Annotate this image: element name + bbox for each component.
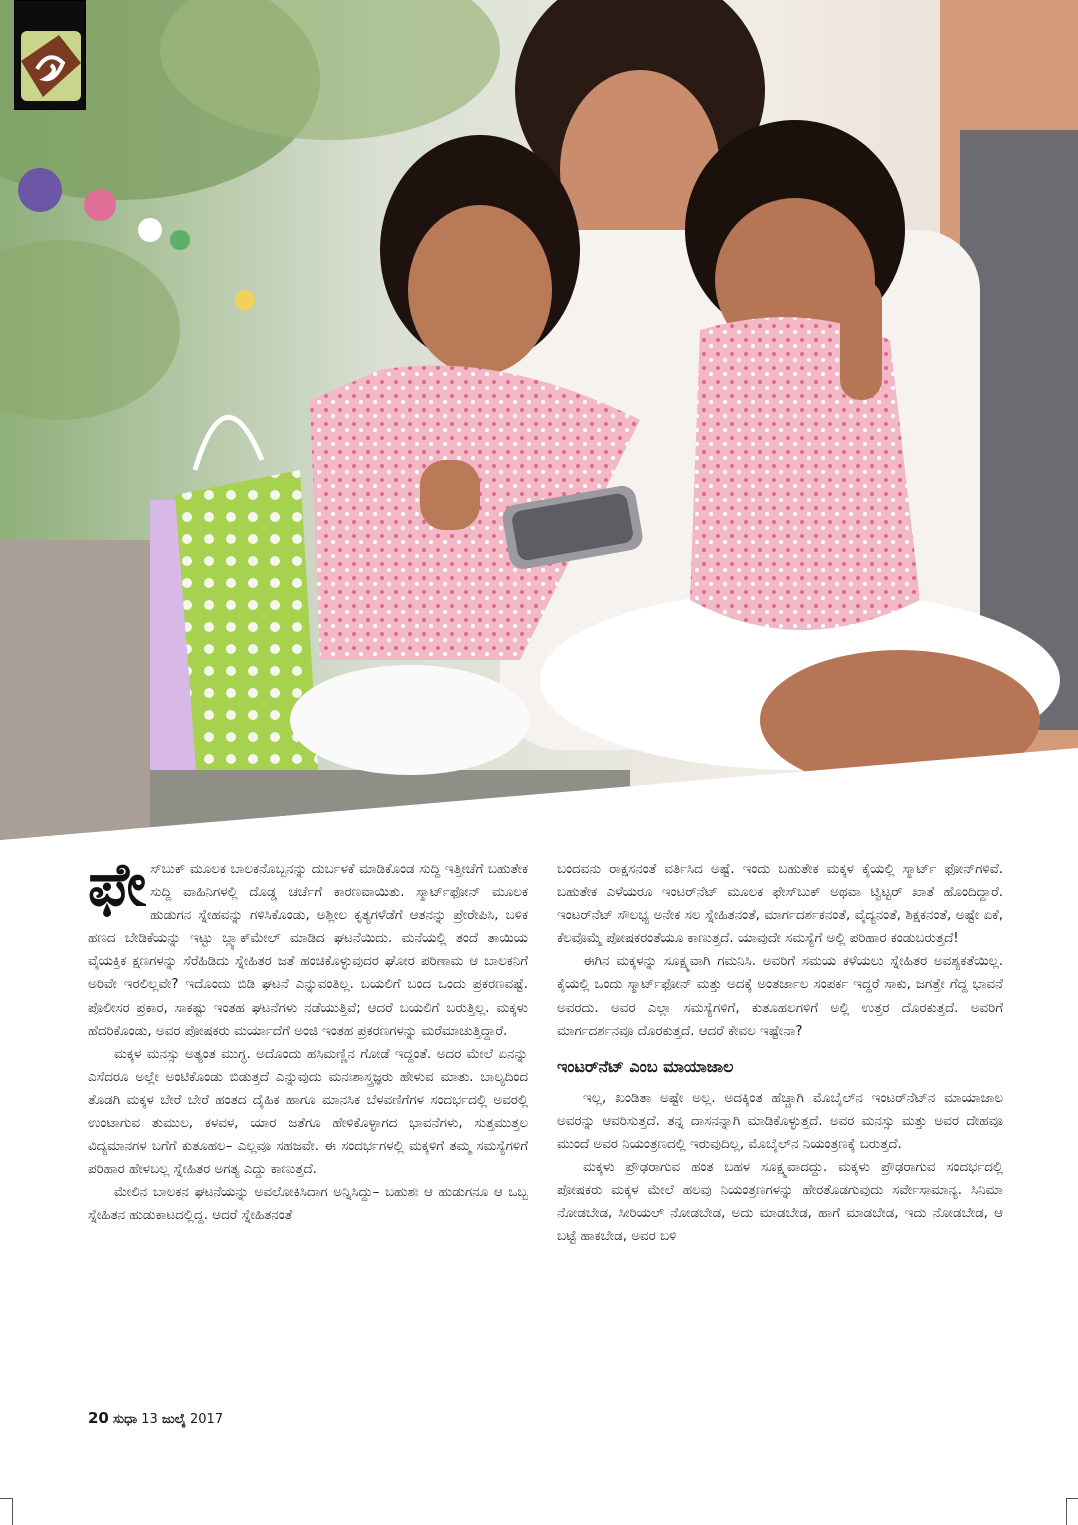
page-folio <box>88 1408 223 1430</box>
article-paragraph: ಮೇಲಿನ ಬಾಲಕನ ಘಟನೆಯನ್ನು ಅವಲೋಕಿಸಿದಾಗ ಅನ್ನಿಸಿದ್ದು– ಬಹುಶಃ ಆ ಹುಡುಗನೂ ಆ ಒಬ್ಬ ಸ್ನೇಹಿತನ ಹುಡುಕಾಟದಲ್ಲಿದ್ದ. ಆದರೆ ಸ್ನೇಹಿತನಂತೆ <box>88 1185 528 1224</box>
page-number: 20 <box>88 1409 109 1427</box>
drop-cap: ಫೇ <box>88 850 147 920</box>
section-subheading: ಇಂಟರ್‌ನೆಟ್ ಎಂಬ ಮಾಯಾಜಾಲ <box>557 1056 734 1076</box>
issue-year: 2017 <box>190 1412 224 1427</box>
issue-month: ಜುಲೈ <box>161 1412 186 1427</box>
crop-mark <box>12 1498 13 1525</box>
article-paragraph <box>88 850 528 1043</box>
issue-day: 13 <box>141 1412 158 1427</box>
article-paragraph: ಈಗಿನ ಮಕ್ಕಳನ್ನು ಸೂಕ್ಷ್ಮವಾಗಿ ಗಮನಿಸಿ. ಅವರಿಗೆ ಸಮಯ ಕಳೆಯಲು ಸ್ನೇಹಿತರ ಅವಶ್ಯಕತೆಯಿಲ್ಲ. ಕೈಯಲ್ಲಿ ಒಂದು ಸ್ಮಾರ್ಟ್‌ಫೋನ್ ಮತ್ತು ಅದಕ್ಕೆ ಅಂತರ್ಜಾಲ ಸಂಪರ್ಕ ಇದ್ದರೆ ಸಾಕು, ಜಗತ್ತೇ ಗೆದ್ದ ಭಾವನೆ ಅವರದು. ಅವರ ಎಲ್ಲಾ ಸಮಸ್ಯೆಗಳಿಗೆ, ಕುತೂಹಲಗಳಿಗೆ ಅಲ್ಲಿ ಉತ್ತರ ದೊರಕುತ್ತದೆ. ಅವರಿಗೆ ಮಾರ್ಗದರ್ಶನವೂ ದೊರಕುತ್ತದೆ. ಆದರೆ ಕೇವಲ ಇಷ್ಟೇನಾ? <box>557 954 1003 1039</box>
paragraph-text: ಸ್‌ಬುಕ್ ಮೂಲಕ ಬಾಲಕನೊಬ್ಬನನ್ನು ದುರ್ಬಳಕೆ ಮಾಡಿಕೊಂಡ ಸುದ್ದಿ ಇತ್ತೀಚೆಗೆ ಬಹುತೇಕ ಸುದ್ದಿ ವಾಹಿನಿಗಳಲ್ಲಿ ದೊಡ್ಡ ಚರ್ಚೆಗೆ ಕಾರಣವಾಯಿತು. ಸ್ಮಾರ್ಟ್‌ಫೋನ್ ಮೂಲಕ ಹುಡುಗನ ಸ್ನೇಹವನ್ನು ಗಳಿಸಿಕೊಂಡು, ಅಶ್ಲೀಲ ಕೃತ್ಯಗಳೆಡೆಗೆ ಆತನನ್ನು ಪ್ರೇರೇಪಿಸಿ, ಬಳಿಕ ಹಣದ ಬೇಡಿಕೆಯನ್ನು ಇಟ್ಟು ಬ್ಲ್ಯಾಕ್‌ಮೇಲ್ ಮಾಡಿದ ಘಟನೆಯಿದು. ಮನೆಯಲ್ಲಿ ತಂದೆ ತಾಯಿಯ ವೈಯಕ್ತಿಕ ಕ್ಷಣಗಳನ್ನು ಸೆರೆಹಿಡಿದು ಸ್ನೇಹಿತರ ಜತೆ ಹಂಚಿಕೊಳ್ಳುವುದರ ಘೋರ ಪರಿಣಾಮ ಆ ಬಾಲಕನಿಗೆ ಅರಿವೇ ಇರಲಿಲ್ಲವೇ? ಇದೊಂದು ಬಿಡಿ ಘಟನೆ ಎನ್ನುವಂತಿಲ್ಲ. ಬಯಲಿಗೆ ಬಂದ ಒಂದು ಪ್ರಕರಣವಷ್ಟೆ. ಪೊಲೀಸರ ಪ್ರಕಾರ, ಸಾಕಷ್ಟು ಇಂತಹ ಘಟನೆಗಳು ನಡೆಯುತ್ತಿವೆ; ಆದರೆ ಬಯಲಿಗೆ ಬರುತ್ತಿಲ್ಲ. ಮಕ್ಕಳು ಹೆದರಿಕೊಂಡು, ಅವರ ಪೋಷಕರು ಮರ್ಯಾದೆಗೆ ಅಂಜಿ ಇಂತಹ ಪ್ರಕರಣಗಳನ್ನು ಮರೆಮಾಚುತ್ತಿದ್ದಾರೆ. <box>88 862 528 1039</box>
article-column-left <box>88 850 528 1228</box>
crop-mark <box>1066 1498 1078 1499</box>
crop-mark <box>1066 1498 1067 1525</box>
article-paragraph: ಮಕ್ಕಳು ಪ್ರೌಢರಾಗುವ ಹಂತ ಬಹಳ ಸೂಕ್ಷ್ಮವಾದದ್ದು. ಮಕ್ಕಳು ಪ್ರೌಢರಾಗುವ ಸಂದರ್ಭದಲ್ಲಿ ಪೋಷಕರು ಮಕ್ಕಳ ಮೇಲೆ ಹಲವು ನಿಯಂತ್ರಣಗಳನ್ನು ಹೇರತೊಡಗುವುದು ಸರ್ವೇಸಾಮಾನ್ಯ. ಸಿನಿಮಾ ನೋಡಬೇಡ, ಸೀರಿಯಲ್ ನೋಡಬೇಡ, ಅದು ಮಾಡಬೇಡ, ಹಾಗೆ ಮಾಡಬೇಡ, ಇದು ನೋಡಬೇಡ, ಆ ಬಟ್ಟೆ ಹಾಕಬೇಡ, ಅವರ ಬಳಿ <box>557 1160 1003 1245</box>
article-column-right <box>557 858 1003 1248</box>
article-paragraph: ಬಂದವನು ರಾಕ್ಷಸನಂತೆ ವರ್ತಿಸಿದ ಅಷ್ಟೆ. ಇಂದು ಬಹುತೇಕ ಮಕ್ಕಳ ಕೈಯಲ್ಲಿ ಸ್ಮಾರ್ಟ್ ಫೋನ್‌ಗಳಿವೆ. ಬಹುತೇಕ ಎಳೆಯರೂ ಇಂಟರ್‌ನೆಟ್ ಮೂಲಕ ಫೇಸ್‌ಬುಕ್ ಅಥವಾ ಟ್ವಿಟ್ಟರ್ ಖಾತೆ ಹೊಂದಿದ್ದಾರೆ. ಇಂಟರ್‌ನೆಟ್ ಸೌಲಭ್ಯ ಅನೇಕ ಸಲ ಸ್ನೇಹಿತನಂತೆ, ಮಾರ್ಗದರ್ಶಕನಂತೆ, ವೈದ್ಯನಂತೆ, ಶಿಕ್ಷಕನಂತೆ, ಅಷ್ಟೇ ಏಕೆ, ಕೆಲವೊಮ್ಮೆ ಪೋಷಕರಂತೆಯೂ ಕಾಣುತ್ತದೆ. ಯಾವುದೇ ಸಮಸ್ಯೆಗೆ ಅಲ್ಲಿ ಪರಿಹಾರ ಕಂಡುಬರುತ್ತದೆ! <box>557 862 1003 947</box>
crop-mark <box>0 1498 12 1499</box>
magazine-name: ಸುಧಾ <box>113 1412 138 1427</box>
magazine-logo <box>14 0 86 110</box>
article-paragraph: ಮಕ್ಕಳ ಮನಸ್ಸು ಅತ್ಯಂತ ಮುಗ್ಧ. ಅದೊಂದು ಹಸಿಮಣ್ಣಿನ ಗೋಡೆ ಇದ್ದಂತೆ. ಅದರ ಮೇಲೆ ಏನನ್ನು ಎಸೆದರೂ ಅಲ್ಲೇ ಅಂಟಿಕೊಂಡು ಬಿಡುತ್ತದೆ ಎನ್ನುವುದು ಮನಃಶಾಸ್ತ್ರಜ್ಞರು ಹೇಳುವ ಮಾತು. ಬಾಲ್ಯದಿಂದ ತೊಡಗಿ ಮಕ್ಕಳ ಬೇರೆ ಬೇರೆ ಹಂತದ ದೈಹಿಕ ಹಾಗೂ ಮಾನಸಿಕ ಬೆಳವಣಿಗೆಗಳ ಸಂದರ್ಭದಲ್ಲಿ ಅವರಲ್ಲಿ ಉಂಟಾಗುವ ತುಮುಲ, ಕಳವಳ, ಯಾರ ಜತೆಗೂ ಹೇಳಿಕೊಳ್ಳಾಗದ ಭಾವನೆಗಳು, ಸುತ್ತಮುತ್ತಲ ವಿದ್ಯಮಾನಗಳ ಬಗೆಗೆ ಕುತೂಹಲ– ಎಲ್ಲವೂ ಸಹಜವೇ. ಈ ಸಂದರ್ಭಗಳಲ್ಲಿ ಮಕ್ಕಳಿಗೆ ತಮ್ಮ ಸಮಸ್ಯೆಗಳಿಗೆ ಪರಿಹಾರ ಹೇಳಬಲ್ಲ ಸ್ನೇಹಿತರ ಅಗತ್ಯ ಎದ್ದು ಕಾಣುತ್ತದೆ. <box>88 1046 528 1178</box>
article-paragraph: ಇಲ್ಲ, ಖಂಡಿತಾ ಅಷ್ಟೇ ಅಲ್ಲ. ಅದಕ್ಕಿಂತ ಹೆಚ್ಚಾಗಿ ಮೊಬೈಲ್‌ನ ಇಂಟರ್‌ನೆಟ್‌ನ ಮಾಯಾಜಾಲ ಅವರನ್ನು ಆವರಿಸುತ್ತದೆ. ತನ್ನ ದಾಸನನ್ನಾಗಿ ಮಾಡಿಕೊಳ್ಳುತ್ತದೆ. ಅವರ ಮನಸ್ಸು ಮತ್ತು ಅವರ ದೇಹವೂ ಮುಂದೆ ಅವರ ನಿಯಂತ್ರಣದಲ್ಲಿ ಇರುವುದಿಲ್ಲ, ಮೊಬೈಲ್‌ನ ನಿಯಂತ್ರಣಕ್ಕೆ ಬರುತ್ತದೆ. <box>557 1090 1003 1152</box>
sudha-emblem-icon <box>15 1 85 109</box>
